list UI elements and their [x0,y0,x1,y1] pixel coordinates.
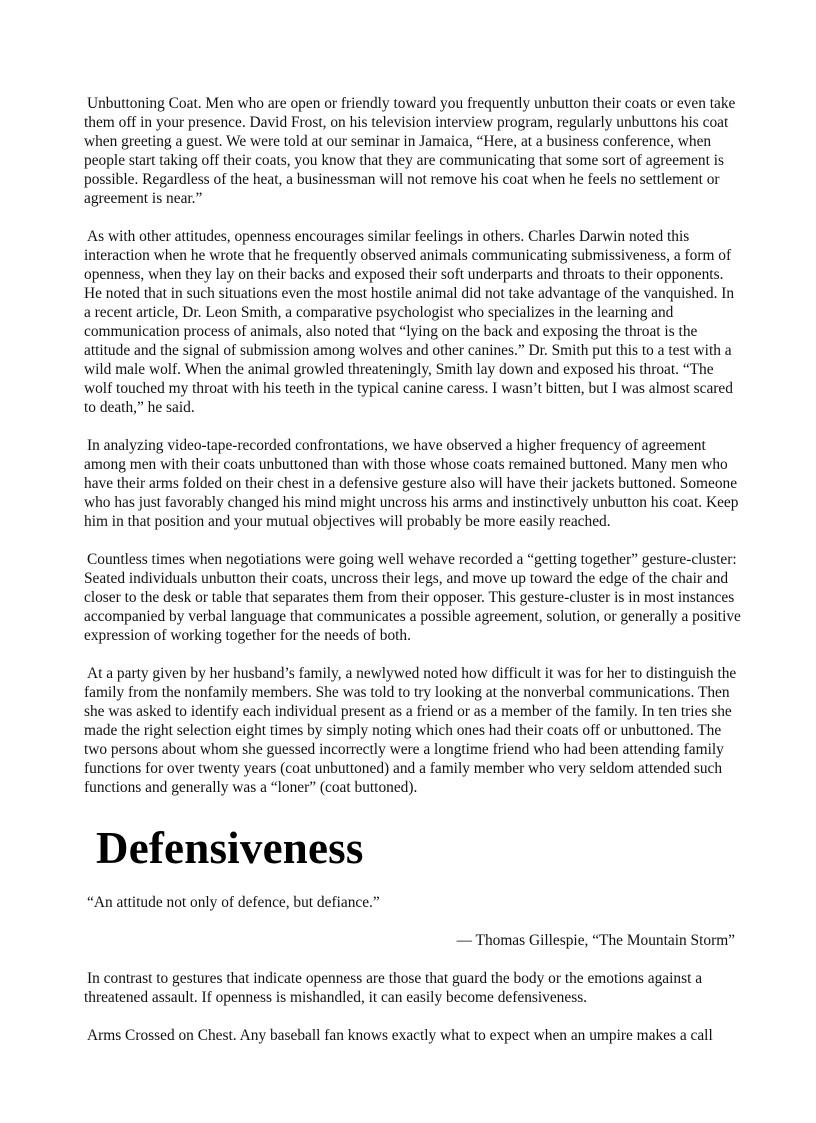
paragraph-getting-together: Countless times when negotiations were going well wehave recorded a “getting together” gesture-cluster: Seated individuals unbutton their coats, uncross their legs, and move up toward the edge of the chair and closer to the desk or table that separates them from their opposer. This gesture-cluster is in most instances accompanied by verbal language that communicates a possible agreement, solution, or generally a positive expression of working together for the needs of both. [84,551,741,644]
paragraph-darwin-openness: As with other attitudes, openness encourages similar feelings in others. Charles Darwin noted this interaction when he wrote that he frequently observed animals communicating submissiveness, a form of openness, when they lay on their backs and exposed their soft underparts and throats to their opponents. He noted that in such situations even the most hostile animal did not take advantage of the vanquished. In a recent article, Dr. Leon Smith, a comparative psychologist who specializes in the learning and communication process of animals, also noted that “lying on the back and exposing the throat is the attitude and the signal of submission among wolves and other canines.” Dr. Smith put this to a test with a wild male wolf. When the animal growled threateningly, Smith lay down and exposed his throat. “The wolf touched my throat with his teeth in the typical canine caress. I wasn’t bitten, but I was almost scared to death,” he said. [84,228,735,416]
paragraph-video-tape: In analyzing video-tape-recorded confrontations, we have observed a higher frequency of agreement among men with their coats unbuttoned than with those whose coats remained buttoned. Many men who have their arms folded on their chest in a defensive gesture also will have their jackets buttoned. Someone who has just favorably changed his mind might uncross his arms and instinctively unbutton his coat. Keep him in that position and your mutual objectives will probably be more easily reached. [84,437,739,530]
paragraph-contrast: In contrast to gestures that indicate openness are those that guard the body or the emotions against a threatened assault. If openness is mishandled, it can easily become defensiveness. [84,970,703,1006]
document-page [84,94,744,1064]
paragraph-newlywed: At a party given by her husband’s family, a newlywed noted how difficult it was for her to distinguish the family from the nonfamily members. She was told to try looking at the nonverbal communications. Then she was asked to identify each individual present as a friend or as a member of the family. In ten tries she made the right selection eight times by simply noting which ones had their coats off or unbuttoned. The two persons about whom she guessed incorrectly were a longtime friend who had been attending family functions for over twenty years (coat unbuttoned) and a family member who very seldom attended such functions and generally was a “loner” (coat buttoned). [84,665,737,796]
epigraph-attribution: — Thomas Gillespie, “The Mountain Storm” [456,932,735,949]
section-heading: Defensiveness [96,823,364,873]
paragraph-unbuttoning-coat: Unbuttoning Coat. Men who are open or friendly toward you frequently unbutton their coats or even take them off in your presence. David Frost, on his television interview program, regularly unbuttons his coat when greeting a guest. We were told at our seminar in Jamaica, “Here, at a business conference, when people start taking off their coats, you know that they are communicating that some sort of agreement is possible. Regardless of the heat, a businessman will not remove his coat when he feels no settlement or agreement is near.” [84,95,736,207]
epigraph-quote: “An attitude not only of defence, but defiance.” [87,894,380,911]
paragraph-arms-crossed: Arms Crossed on Chest. Any baseball fan knows exactly what to expect when an umpire makes a call [87,1027,713,1044]
